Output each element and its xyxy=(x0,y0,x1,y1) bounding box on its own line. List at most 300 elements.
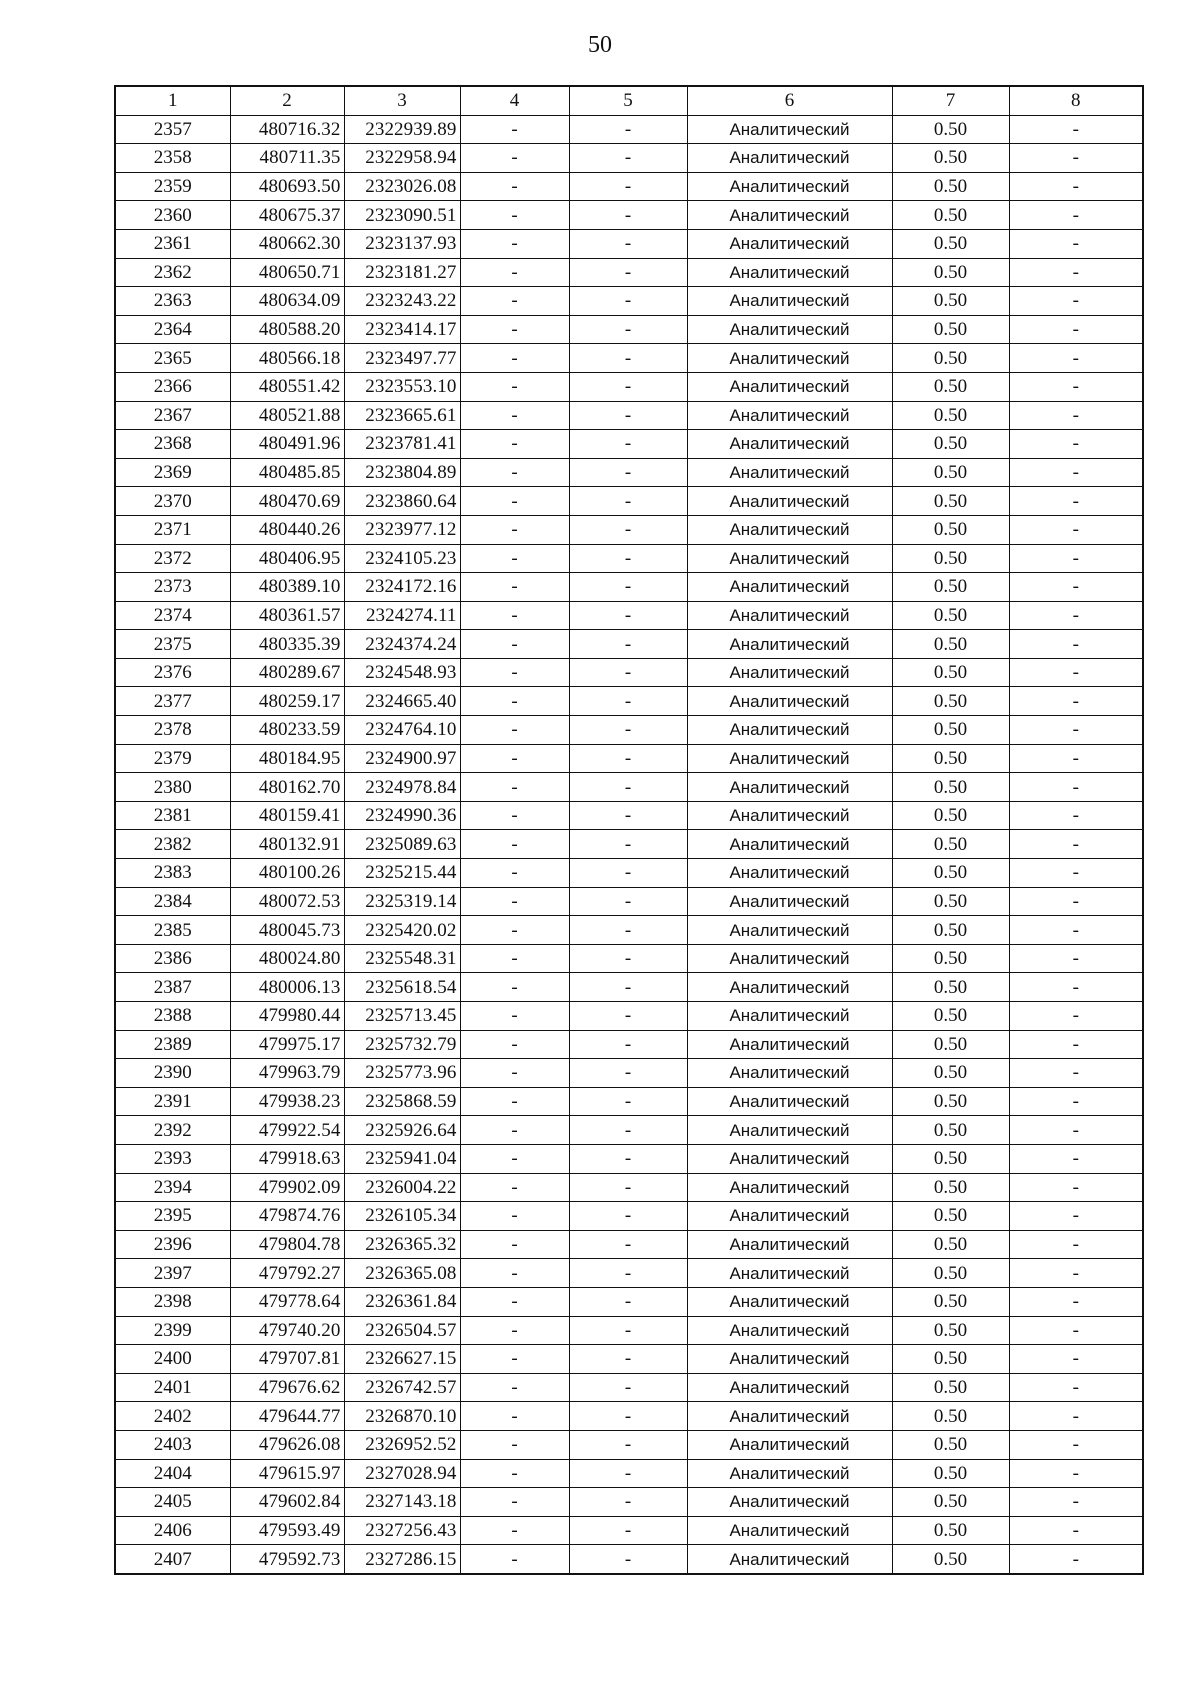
point-number-cell: 2365 xyxy=(115,344,230,373)
point-number-cell: 2380 xyxy=(115,773,230,802)
coord-y-cell: 2326004.22 xyxy=(344,1173,460,1202)
col-8-cell: - xyxy=(1009,1402,1143,1431)
accuracy-cell: 0.50 xyxy=(892,773,1009,802)
coord-y-cell: 2325926.64 xyxy=(344,1116,460,1145)
coord-x-cell: 480650.71 xyxy=(230,258,344,287)
col-8-cell: - xyxy=(1009,144,1143,173)
table-row xyxy=(115,229,1143,258)
method-cell: Аналитический xyxy=(687,1087,892,1116)
method-cell: Аналитический xyxy=(687,430,892,459)
coord-x-cell: 480389.10 xyxy=(230,573,344,602)
accuracy-cell: 0.50 xyxy=(892,973,1009,1002)
point-number-cell: 2406 xyxy=(115,1516,230,1545)
col-8-cell: - xyxy=(1009,372,1143,401)
coord-y-cell: 2327028.94 xyxy=(344,1459,460,1488)
col-5-cell: - xyxy=(569,859,687,888)
col-4-cell: - xyxy=(460,172,569,201)
coord-x-cell: 479644.77 xyxy=(230,1402,344,1431)
coord-y-cell: 2326742.57 xyxy=(344,1373,460,1402)
col-5-cell: - xyxy=(569,372,687,401)
col-4-cell: - xyxy=(460,458,569,487)
coord-y-cell: 2326870.10 xyxy=(344,1402,460,1431)
coord-y-cell: 2323665.61 xyxy=(344,401,460,430)
coord-y-cell: 2325618.54 xyxy=(344,973,460,1002)
coord-y-cell: 2323137.93 xyxy=(344,229,460,258)
col-8-cell: - xyxy=(1009,1202,1143,1231)
table-row xyxy=(115,1030,1143,1059)
col-4-cell: - xyxy=(460,573,569,602)
coord-x-cell: 480162.70 xyxy=(230,773,344,802)
coord-x-cell: 480024.80 xyxy=(230,944,344,973)
col-8-cell: - xyxy=(1009,887,1143,916)
col-5-cell: - xyxy=(569,1488,687,1517)
method-cell: Аналитический xyxy=(687,773,892,802)
accuracy-cell: 0.50 xyxy=(892,458,1009,487)
coord-x-cell: 480184.95 xyxy=(230,744,344,773)
col-5-cell: - xyxy=(569,515,687,544)
accuracy-cell: 0.50 xyxy=(892,1030,1009,1059)
point-number-cell: 2383 xyxy=(115,859,230,888)
method-cell: Аналитический xyxy=(687,1059,892,1088)
column-header-1: 1 xyxy=(115,86,230,115)
table-row xyxy=(115,1259,1143,1288)
accuracy-cell: 0.50 xyxy=(892,916,1009,945)
col-5-cell: - xyxy=(569,1230,687,1259)
method-cell: Аналитический xyxy=(687,401,892,430)
col-5-cell: - xyxy=(569,287,687,316)
table-row xyxy=(115,1087,1143,1116)
table-row xyxy=(115,1545,1143,1574)
col-8-cell: - xyxy=(1009,1230,1143,1259)
col-4-cell: - xyxy=(460,1059,569,1088)
col-5-cell: - xyxy=(569,1316,687,1345)
coord-x-cell: 479707.81 xyxy=(230,1345,344,1374)
accuracy-cell: 0.50 xyxy=(892,287,1009,316)
accuracy-cell: 0.50 xyxy=(892,687,1009,716)
point-number-cell: 2369 xyxy=(115,458,230,487)
col-4-cell: - xyxy=(460,258,569,287)
col-5-cell: - xyxy=(569,744,687,773)
method-cell: Аналитический xyxy=(687,144,892,173)
col-8-cell: - xyxy=(1009,1173,1143,1202)
table-row xyxy=(115,744,1143,773)
coord-y-cell: 2326105.34 xyxy=(344,1202,460,1231)
coord-x-cell: 479615.97 xyxy=(230,1459,344,1488)
col-8-cell: - xyxy=(1009,1030,1143,1059)
coord-x-cell: 479975.17 xyxy=(230,1030,344,1059)
accuracy-cell: 0.50 xyxy=(892,1116,1009,1145)
method-cell: Аналитический xyxy=(687,744,892,773)
col-4-cell: - xyxy=(460,401,569,430)
point-number-cell: 2395 xyxy=(115,1202,230,1231)
table-row xyxy=(115,944,1143,973)
coord-x-cell: 480259.17 xyxy=(230,687,344,716)
col-5-cell: - xyxy=(569,1430,687,1459)
col-4-cell: - xyxy=(460,430,569,459)
method-cell: Аналитический xyxy=(687,1488,892,1517)
coord-y-cell: 2325089.63 xyxy=(344,830,460,859)
col-8-cell: - xyxy=(1009,1545,1143,1574)
col-4-cell: - xyxy=(460,1430,569,1459)
coord-x-cell: 479592.73 xyxy=(230,1545,344,1574)
table-row xyxy=(115,1402,1143,1431)
col-5-cell: - xyxy=(569,944,687,973)
point-number-cell: 2368 xyxy=(115,430,230,459)
coord-x-cell: 480045.73 xyxy=(230,916,344,945)
col-4-cell: - xyxy=(460,801,569,830)
coord-y-cell: 2326627.15 xyxy=(344,1345,460,1374)
col-8-cell: - xyxy=(1009,1116,1143,1145)
point-number-cell: 2375 xyxy=(115,630,230,659)
col-4-cell: - xyxy=(460,1316,569,1345)
point-number-cell: 2378 xyxy=(115,716,230,745)
col-8-cell: - xyxy=(1009,315,1143,344)
accuracy-cell: 0.50 xyxy=(892,601,1009,630)
method-cell: Аналитический xyxy=(687,1202,892,1231)
coord-x-cell: 480289.67 xyxy=(230,658,344,687)
table-row xyxy=(115,172,1143,201)
table-row xyxy=(115,287,1143,316)
accuracy-cell: 0.50 xyxy=(892,716,1009,745)
accuracy-cell: 0.50 xyxy=(892,1545,1009,1574)
col-8-cell: - xyxy=(1009,401,1143,430)
coord-x-cell: 480662.30 xyxy=(230,229,344,258)
coord-x-cell: 479602.84 xyxy=(230,1488,344,1517)
col-8-cell: - xyxy=(1009,773,1143,802)
method-cell: Аналитический xyxy=(687,601,892,630)
col-8-cell: - xyxy=(1009,716,1143,745)
accuracy-cell: 0.50 xyxy=(892,1402,1009,1431)
col-4-cell: - xyxy=(460,1488,569,1517)
table-row xyxy=(115,573,1143,602)
coord-y-cell: 2324990.36 xyxy=(344,801,460,830)
method-cell: Аналитический xyxy=(687,1116,892,1145)
col-5-cell: - xyxy=(569,458,687,487)
method-cell: Аналитический xyxy=(687,315,892,344)
col-8-cell: - xyxy=(1009,687,1143,716)
coord-y-cell: 2326361.84 xyxy=(344,1287,460,1316)
coord-y-cell: 2326504.57 xyxy=(344,1316,460,1345)
method-cell: Аналитический xyxy=(687,1373,892,1402)
col-8-cell: - xyxy=(1009,973,1143,1002)
method-cell: Аналитический xyxy=(687,1459,892,1488)
point-number-cell: 2361 xyxy=(115,229,230,258)
table-row xyxy=(115,1144,1143,1173)
point-number-cell: 2373 xyxy=(115,573,230,602)
col-8-cell: - xyxy=(1009,1059,1143,1088)
column-header-6: 6 xyxy=(687,86,892,115)
method-cell: Аналитический xyxy=(687,1516,892,1545)
col-8-cell: - xyxy=(1009,658,1143,687)
col-4-cell: - xyxy=(460,544,569,573)
coord-x-cell: 480406.95 xyxy=(230,544,344,573)
accuracy-cell: 0.50 xyxy=(892,401,1009,430)
col-5-cell: - xyxy=(569,658,687,687)
col-5-cell: - xyxy=(569,344,687,373)
table-row xyxy=(115,973,1143,1002)
col-4-cell: - xyxy=(460,658,569,687)
coord-x-cell: 479874.76 xyxy=(230,1202,344,1231)
table-row xyxy=(115,201,1143,230)
col-5-cell: - xyxy=(569,229,687,258)
accuracy-cell: 0.50 xyxy=(892,573,1009,602)
point-number-cell: 2387 xyxy=(115,973,230,1002)
col-5-cell: - xyxy=(569,201,687,230)
col-8-cell: - xyxy=(1009,229,1143,258)
coord-x-cell: 480491.96 xyxy=(230,430,344,459)
method-cell: Аналитический xyxy=(687,859,892,888)
point-number-cell: 2390 xyxy=(115,1059,230,1088)
point-number-cell: 2405 xyxy=(115,1488,230,1517)
coord-x-cell: 480132.91 xyxy=(230,830,344,859)
col-5-cell: - xyxy=(569,687,687,716)
method-cell: Аналитический xyxy=(687,830,892,859)
col-8-cell: - xyxy=(1009,630,1143,659)
coord-x-cell: 479676.62 xyxy=(230,1373,344,1402)
method-cell: Аналитический xyxy=(687,1430,892,1459)
coord-y-cell: 2325215.44 xyxy=(344,859,460,888)
col-4-cell: - xyxy=(460,1259,569,1288)
method-cell: Аналитический xyxy=(687,1002,892,1031)
method-cell: Аналитический xyxy=(687,172,892,201)
method-cell: Аналитический xyxy=(687,515,892,544)
point-number-cell: 2376 xyxy=(115,658,230,687)
coord-y-cell: 2324978.84 xyxy=(344,773,460,802)
table-row xyxy=(115,544,1143,573)
coord-y-cell: 2324172.16 xyxy=(344,573,460,602)
coord-y-cell: 2324665.40 xyxy=(344,687,460,716)
method-cell: Аналитический xyxy=(687,1259,892,1288)
point-number-cell: 2385 xyxy=(115,916,230,945)
coord-y-cell: 2323090.51 xyxy=(344,201,460,230)
coord-y-cell: 2325548.31 xyxy=(344,944,460,973)
coord-x-cell: 480233.59 xyxy=(230,716,344,745)
col-5-cell: - xyxy=(569,887,687,916)
coord-y-cell: 2323860.64 xyxy=(344,487,460,516)
accuracy-cell: 0.50 xyxy=(892,172,1009,201)
method-cell: Аналитический xyxy=(687,916,892,945)
col-8-cell: - xyxy=(1009,916,1143,945)
coord-x-cell: 480335.39 xyxy=(230,630,344,659)
table-row xyxy=(115,1345,1143,1374)
coord-y-cell: 2324764.10 xyxy=(344,716,460,745)
method-cell: Аналитический xyxy=(687,115,892,144)
col-8-cell: - xyxy=(1009,1259,1143,1288)
column-header-8: 8 xyxy=(1009,86,1143,115)
table-row xyxy=(115,601,1143,630)
table-row xyxy=(115,1202,1143,1231)
col-4-cell: - xyxy=(460,916,569,945)
point-number-cell: 2393 xyxy=(115,1144,230,1173)
accuracy-cell: 0.50 xyxy=(892,944,1009,973)
table-row xyxy=(115,773,1143,802)
accuracy-cell: 0.50 xyxy=(892,1488,1009,1517)
point-number-cell: 2384 xyxy=(115,887,230,916)
table-row xyxy=(115,1230,1143,1259)
col-4-cell: - xyxy=(460,1402,569,1431)
col-8-cell: - xyxy=(1009,430,1143,459)
accuracy-cell: 0.50 xyxy=(892,1259,1009,1288)
col-4-cell: - xyxy=(460,859,569,888)
col-8-cell: - xyxy=(1009,1430,1143,1459)
coord-x-cell: 479593.49 xyxy=(230,1516,344,1545)
col-5-cell: - xyxy=(569,1173,687,1202)
accuracy-cell: 0.50 xyxy=(892,201,1009,230)
col-8-cell: - xyxy=(1009,201,1143,230)
coord-y-cell: 2323497.77 xyxy=(344,344,460,373)
point-number-cell: 2357 xyxy=(115,115,230,144)
col-5-cell: - xyxy=(569,1144,687,1173)
col-5-cell: - xyxy=(569,916,687,945)
table-row xyxy=(115,1488,1143,1517)
table-row xyxy=(115,630,1143,659)
col-8-cell: - xyxy=(1009,1144,1143,1173)
table-row xyxy=(115,1059,1143,1088)
col-5-cell: - xyxy=(569,1545,687,1574)
coord-y-cell: 2325868.59 xyxy=(344,1087,460,1116)
col-8-cell: - xyxy=(1009,573,1143,602)
accuracy-cell: 0.50 xyxy=(892,1516,1009,1545)
table-row xyxy=(115,1116,1143,1145)
col-4-cell: - xyxy=(460,1345,569,1374)
coord-x-cell: 479922.54 xyxy=(230,1116,344,1145)
accuracy-cell: 0.50 xyxy=(892,258,1009,287)
col-5-cell: - xyxy=(569,258,687,287)
coord-x-cell: 480716.32 xyxy=(230,115,344,144)
coord-x-cell: 480521.88 xyxy=(230,401,344,430)
method-cell: Аналитический xyxy=(687,258,892,287)
coord-x-cell: 480470.69 xyxy=(230,487,344,516)
accuracy-cell: 0.50 xyxy=(892,1087,1009,1116)
method-cell: Аналитический xyxy=(687,687,892,716)
table-row xyxy=(115,859,1143,888)
coord-x-cell: 479804.78 xyxy=(230,1230,344,1259)
col-5-cell: - xyxy=(569,573,687,602)
table-row xyxy=(115,716,1143,745)
accuracy-cell: 0.50 xyxy=(892,1459,1009,1488)
point-number-cell: 2402 xyxy=(115,1402,230,1431)
coord-x-cell: 480711.35 xyxy=(230,144,344,173)
method-cell: Аналитический xyxy=(687,1144,892,1173)
method-cell: Аналитический xyxy=(687,716,892,745)
col-8-cell: - xyxy=(1009,544,1143,573)
method-cell: Аналитический xyxy=(687,372,892,401)
coord-x-cell: 480551.42 xyxy=(230,372,344,401)
point-number-cell: 2394 xyxy=(115,1173,230,1202)
col-5-cell: - xyxy=(569,172,687,201)
col-5-cell: - xyxy=(569,115,687,144)
col-4-cell: - xyxy=(460,1373,569,1402)
coord-y-cell: 2325941.04 xyxy=(344,1144,460,1173)
point-number-cell: 2367 xyxy=(115,401,230,430)
col-5-cell: - xyxy=(569,1259,687,1288)
point-number-cell: 2364 xyxy=(115,315,230,344)
coord-x-cell: 480485.85 xyxy=(230,458,344,487)
col-5-cell: - xyxy=(569,1116,687,1145)
accuracy-cell: 0.50 xyxy=(892,658,1009,687)
coord-y-cell: 2327286.15 xyxy=(344,1545,460,1574)
column-header-2: 2 xyxy=(230,86,344,115)
table-row xyxy=(115,1516,1143,1545)
coord-x-cell: 479778.64 xyxy=(230,1287,344,1316)
coord-y-cell: 2327143.18 xyxy=(344,1488,460,1517)
col-4-cell: - xyxy=(460,1116,569,1145)
point-number-cell: 2359 xyxy=(115,172,230,201)
accuracy-cell: 0.50 xyxy=(892,1059,1009,1088)
table-row xyxy=(115,658,1143,687)
point-number-cell: 2381 xyxy=(115,801,230,830)
col-8-cell: - xyxy=(1009,458,1143,487)
coord-x-cell: 479980.44 xyxy=(230,1002,344,1031)
col-8-cell: - xyxy=(1009,1316,1143,1345)
table-row xyxy=(115,487,1143,516)
col-4-cell: - xyxy=(460,630,569,659)
col-5-cell: - xyxy=(569,144,687,173)
point-number-cell: 2374 xyxy=(115,601,230,630)
point-number-cell: 2372 xyxy=(115,544,230,573)
col-4-cell: - xyxy=(460,229,569,258)
col-4-cell: - xyxy=(460,1545,569,1574)
point-number-cell: 2400 xyxy=(115,1345,230,1374)
coord-y-cell: 2323804.89 xyxy=(344,458,460,487)
col-8-cell: - xyxy=(1009,859,1143,888)
col-4-cell: - xyxy=(460,1516,569,1545)
accuracy-cell: 0.50 xyxy=(892,229,1009,258)
table-row xyxy=(115,1459,1143,1488)
point-number-cell: 2358 xyxy=(115,144,230,173)
accuracy-cell: 0.50 xyxy=(892,1002,1009,1031)
col-4-cell: - xyxy=(460,716,569,745)
table-row xyxy=(115,1002,1143,1031)
coord-x-cell: 479918.63 xyxy=(230,1144,344,1173)
column-header-3: 3 xyxy=(344,86,460,115)
col-4-cell: - xyxy=(460,1202,569,1231)
accuracy-cell: 0.50 xyxy=(892,1316,1009,1345)
point-number-cell: 2397 xyxy=(115,1259,230,1288)
coord-y-cell: 2326952.52 xyxy=(344,1430,460,1459)
method-cell: Аналитический xyxy=(687,973,892,1002)
coord-y-cell: 2326365.32 xyxy=(344,1230,460,1259)
coord-y-cell: 2325713.45 xyxy=(344,1002,460,1031)
point-number-cell: 2401 xyxy=(115,1373,230,1402)
table-row xyxy=(115,687,1143,716)
col-4-cell: - xyxy=(460,1030,569,1059)
col-4-cell: - xyxy=(460,773,569,802)
method-cell: Аналитический xyxy=(687,944,892,973)
col-4-cell: - xyxy=(460,887,569,916)
col-5-cell: - xyxy=(569,1059,687,1088)
coord-x-cell: 479626.08 xyxy=(230,1430,344,1459)
col-4-cell: - xyxy=(460,944,569,973)
coord-x-cell: 480361.57 xyxy=(230,601,344,630)
coord-y-cell: 2324105.23 xyxy=(344,544,460,573)
column-header-5: 5 xyxy=(569,86,687,115)
col-5-cell: - xyxy=(569,1345,687,1374)
col-5-cell: - xyxy=(569,1202,687,1231)
method-cell: Аналитический xyxy=(687,344,892,373)
col-8-cell: - xyxy=(1009,1488,1143,1517)
table-row xyxy=(115,1287,1143,1316)
col-4-cell: - xyxy=(460,1144,569,1173)
coord-y-cell: 2327256.43 xyxy=(344,1516,460,1545)
accuracy-cell: 0.50 xyxy=(892,344,1009,373)
col-5-cell: - xyxy=(569,601,687,630)
point-number-cell: 2399 xyxy=(115,1316,230,1345)
method-cell: Аналитический xyxy=(687,801,892,830)
point-number-cell: 2398 xyxy=(115,1287,230,1316)
table-row xyxy=(115,830,1143,859)
col-4-cell: - xyxy=(460,144,569,173)
